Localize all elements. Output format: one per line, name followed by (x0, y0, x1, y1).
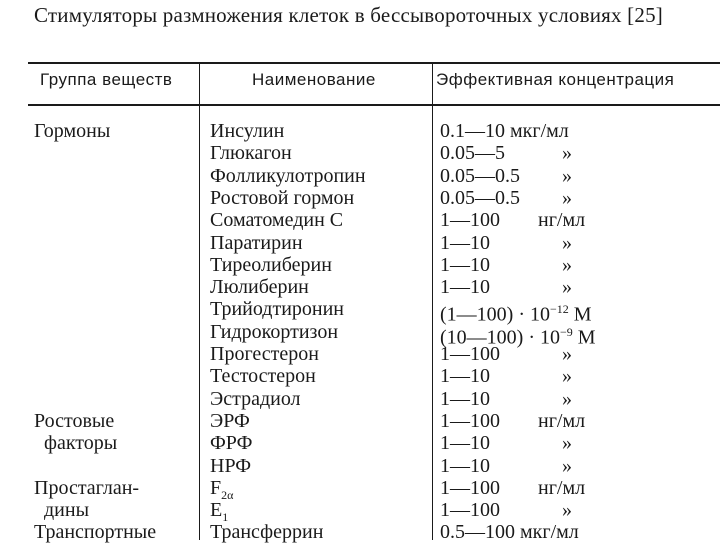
cell-group: факторы (44, 432, 118, 455)
header-bottom-rule (28, 104, 720, 106)
ditto-mark: » (562, 365, 572, 388)
table-row (0, 276, 720, 298)
cell-unit: нг/мл (538, 209, 586, 232)
cell-concentration: 1—100 (440, 409, 500, 432)
cell-concentration: 1—10 (440, 253, 490, 276)
header-concentration: Эффективная концентрация (436, 70, 675, 89)
page-title: Стимуляторы размножения клеток в бессывороточных условиях [25] (34, 3, 663, 27)
table-row (0, 187, 720, 209)
cell-name: Глюкагон (210, 142, 292, 165)
table-row (0, 142, 720, 164)
cell-concentration: 0.1—10 мкг/мл (440, 120, 569, 142)
cell-group: Ростовые (34, 409, 115, 432)
table-row (0, 232, 720, 254)
cell-concentration: 0.05—5 (440, 142, 505, 165)
exponent: −12 (549, 302, 569, 317)
cell-concentration: 0.05—0.5 (440, 164, 520, 187)
exponent: −9 (559, 324, 573, 339)
ditto-mark: » (562, 432, 572, 455)
cell-name: Ростовой гормон (210, 186, 355, 209)
table-row (0, 499, 720, 525)
cell-concentration: 1—10 (440, 387, 490, 410)
cell-concentration: 1—10 (440, 365, 490, 388)
header-top-rule (28, 62, 720, 64)
cell-name: Гидрокортизон (210, 320, 339, 343)
ditto-mark: » (562, 276, 572, 299)
cell-concentration: 0.05—0.5 (440, 186, 520, 209)
cell-name: Люлиберин (210, 276, 309, 299)
cell-name: Трийодтиронин (210, 298, 345, 321)
cell-group: дины (44, 499, 90, 522)
cell-name: ФРФ (210, 432, 253, 455)
cell-name: Соматомедин С (210, 209, 344, 232)
ditto-mark: » (562, 231, 572, 254)
table-row (0, 410, 720, 432)
ditto-mark: » (562, 186, 572, 209)
cell-unit: нг/мл (538, 476, 586, 499)
cell-concentration: 1—10 (440, 231, 490, 254)
cell-name: $F_{2\alpha}$ (210, 476, 234, 502)
table-row (0, 365, 720, 387)
table-row (0, 388, 720, 410)
cell-group: Гормоны (34, 120, 111, 142)
ditto-mark: » (562, 454, 572, 477)
table-row (0, 432, 720, 454)
ditto-mark: » (562, 164, 572, 187)
table-row (0, 209, 720, 231)
ditto-mark: » (562, 142, 572, 165)
cell-name: Трансферрин (210, 521, 324, 543)
cell-concentration: 1—10 (440, 276, 490, 299)
cell-name: Фолликулотропин (210, 164, 366, 187)
cell-concentration: 1—10 (440, 432, 490, 455)
cell-concentration: 1—10 (440, 454, 490, 477)
cell-concentration: 1—100 (440, 476, 500, 499)
header-name: Наименование (252, 70, 376, 89)
cell-name: НРФ (210, 454, 252, 477)
name-subscript: 2α (221, 487, 234, 502)
table-row (0, 455, 720, 477)
name-subscript: 1 (222, 510, 229, 525)
cell-name: Инсулин (210, 120, 285, 142)
cell-concentration: 0.5—100 мкг/мл (440, 521, 579, 543)
cell-name: Паратирин (210, 231, 303, 254)
cell-group: Транспортные (34, 521, 157, 543)
cell-name: Тестостерон (210, 365, 316, 388)
ditto-mark: » (562, 343, 572, 365)
cell-name: Прогестерон (210, 343, 319, 365)
cell-name: $E_1$ (210, 499, 229, 525)
table-row (0, 254, 720, 276)
cell-concentration: (1—100) · $10^{-12}$ М (440, 302, 592, 327)
cell-name: Тиреолиберин (210, 253, 332, 276)
table-row (0, 476, 720, 502)
ditto-mark: » (562, 387, 572, 410)
cell-concentration: 1—100 (440, 343, 500, 365)
table-row (0, 165, 720, 187)
cell-group: Простаглан- (34, 476, 140, 499)
table-row (0, 320, 720, 349)
table-row (0, 298, 720, 327)
cell-unit: нг/мл (538, 409, 586, 432)
table-row (0, 343, 720, 365)
ditto-mark: » (562, 499, 572, 522)
cell-concentration: (10—100) · $10^{-9}$ М (440, 324, 596, 349)
header-group: Группа веществ (40, 70, 173, 89)
ditto-mark: » (562, 253, 572, 276)
cell-concentration: 1—100 (440, 499, 500, 522)
cell-concentration: 1—100 (440, 209, 500, 232)
cell-name: Эстрадиол (210, 387, 301, 410)
cell-name: ЭРФ (210, 409, 250, 432)
table-row (0, 120, 720, 142)
